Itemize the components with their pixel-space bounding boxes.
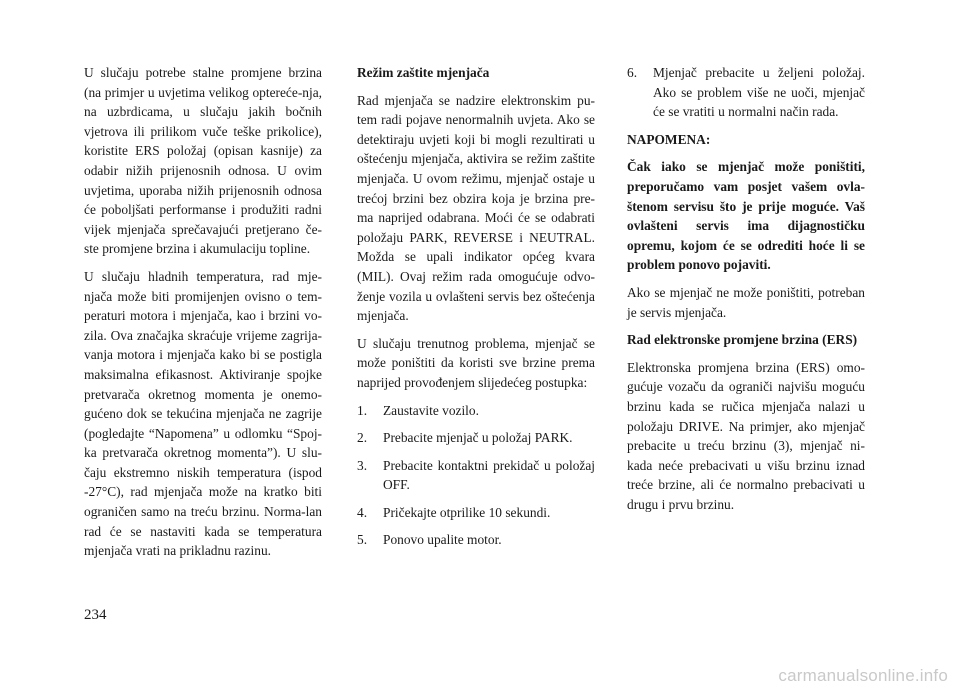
heading-ers: Rad elektronske promjene brzina (ERS) <box>627 332 858 348</box>
step-text: Ponovo upalite motor. <box>383 532 502 548</box>
step-number: 1. <box>357 402 368 418</box>
step-number: 2. <box>357 430 368 446</box>
list-item <box>357 503 595 523</box>
step-number: 4. <box>357 504 368 520</box>
paragraph-gear-change-ers: U slučaju potrebe stalne promjene brzina (na primjer u uvjetima velikog optereće-nja, na uzbrdicama, u slučaju jakih bočnih vjetrova ili prilikom vuče teške prikolice), koristite ERS položaj (opisan kasnije) za odabir nižih prijenosnih odnosa. U ovim uvjetima, uporaba nižih prijenosnih odnosa će poboljšati performanse i produžiti radni vijek mjenjača sprečavajući pretjerano če-ste promjene brzina i akumulaciju topline. <box>84 65 322 257</box>
step-number: 3. <box>357 457 368 473</box>
list-item <box>627 63 865 122</box>
step-text: Zaustavite vozilo. <box>383 402 479 418</box>
note-label: NAPOMENA: <box>627 131 711 147</box>
note-text: Čak iako se mjenjač može poništiti, preporučamo vam posjet vašem ovla-štenom servisu što je prije moguće. Vaš ovlašteni servis ima dijagnostičku opremu, kojom će se odrediti hoće li se problem ponovo pojaviti. <box>627 159 865 273</box>
list-item <box>357 401 595 421</box>
step-number: 5. <box>357 532 368 548</box>
paragraph-cold-temperatures: U slučaju hladnih temperatura, rad mje-njača može biti promijenjen ovisno o tem-peraturi motora i mjenjača, kao i brzini vo-zila. Ova značajka skraćuje vrijeme zagrija-vanja motora i mjenjača kako bi se postigla maksimalna efikasnost. Aktiviranje spojke pretvarača okretnog momenta je onemo-gućeno dok se tekućina mjenjača ne zagrije (pogledajte “Napomena” u odlomku “Spoj-ka pretvarača okretnog momenta”). U slu-čaju ekstremno niskih temperatura (ispod -27°C), rad mjenjača može na kratko biti ograničen samo na treću brzinu. Norma-lan rad će se nastaviti kada se temperatura mjenjača vrati na prikladnu razinu. <box>84 268 322 559</box>
list-item <box>357 456 595 495</box>
watermark: carmanualsonline.info <box>778 666 948 685</box>
step-text: Prebacite kontaktni prekidač u položaj OFF. <box>383 457 595 493</box>
page-number: 234 <box>84 607 107 623</box>
column-middle <box>357 63 595 558</box>
paragraph-service-required: Ako se mjenjač ne može poništiti, potreban je servis mjenjača. <box>627 284 865 320</box>
step-text: Pričekajte otprilike 10 sekundi. <box>383 504 551 520</box>
step-text: Mjenjač prebacite u željeni položaj. Ako se problem više ne uoči, mjenjač će se vratiti u normalni način rada. <box>653 65 865 120</box>
step-text: Prebacite mjenjač u položaj PARK. <box>383 430 573 446</box>
step-number: 6. <box>627 65 638 80</box>
reset-steps-continued <box>627 63 865 122</box>
paragraph-reset-procedure: U slučaju trenutnog problema, mjenjač se može poništiti da koristi sve brzine prema naprijed provođenjem slijedećeg postupka: <box>357 335 595 390</box>
reset-steps-list <box>357 401 595 551</box>
paragraph-ers-description: Elektronska promjena brzina (ERS) omo-gućuje vozaču da ograniči najvišu moguću brzinu kada se ručica mjenjača nalazi u položaju DRIVE. Na primjer, ako mjenjač prebacite u treću brzinu (3), mjenjač ni-kada neće prebacivati u višu brzinu iznad treće brzine, ali će normalno prebacivati u drugu i prvu brzinu. <box>627 359 865 512</box>
list-item <box>357 530 595 550</box>
column-right <box>627 63 865 522</box>
paragraph-protection-mode: Rad mjenjača se nadzire elektronskim pu-tem radi pojave nenormalnih uvjeta. Ako se detektiraju uvjeti koji bi mogli rezultirati u oštećenju mjenjača, aktivira se režim zaštite mjenjača. U ovom režimu, mjenjač ostaje u trećoj brzini bez obzira koja je brzina pre-ma naprijed odabrana. Moći će se odabrati položaju PARK, REVERSE i NEUTRAL. Možda se upali indikator općeg kvara (MIL). Ovaj režim rada omogućuje odvo-ženje vozila u ovlašteni servis bez oštećenja mjenjača. <box>357 92 595 324</box>
heading-transmission-protection: Režim zaštite mjenjača <box>357 65 490 80</box>
list-item <box>357 428 595 448</box>
column-left <box>84 63 322 569</box>
